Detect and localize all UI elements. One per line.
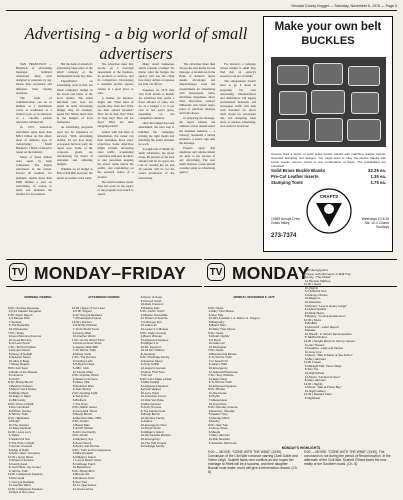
buckle-image bbox=[279, 91, 307, 115]
listing-column-evening bbox=[140, 289, 202, 494]
price-label: Pre-Cut Leather Inserts bbox=[271, 173, 319, 179]
article-paragraph: Expenses for 1976 may vary from month to month. An advertiser may prefer a fixed amount of sales, and set as a budget 3 to 6 per cent of last year's gross, depending on the competitive situation. bbox=[138, 87, 175, 121]
logo-text: CRAFTS bbox=[319, 194, 339, 199]
tv-logo-icon: TV bbox=[207, 263, 225, 281]
ad-copy bbox=[271, 152, 386, 185]
buckle-image bbox=[313, 63, 343, 85]
tv-logo-icon: TV bbox=[9, 263, 27, 281]
logo-eye bbox=[324, 204, 334, 214]
buckle-image bbox=[351, 92, 379, 114]
crafts-logo bbox=[304, 187, 354, 235]
article-column bbox=[220, 62, 256, 262]
ad-description: Choose from a styles of solid brass buckle blanks with matching leather inserts. Assorted stamping tool designs. You might want to inlay the buckle blanks with exotic woods, stones, resins or any combination of these. The possibilities are unlimited! bbox=[271, 152, 386, 169]
ad-headline: Make your own belt bbox=[274, 21, 382, 33]
listing-column-morning bbox=[8, 289, 68, 494]
article-paragraph: A retailer, for instance, might ask: What kind of people shop from me? What are their annual incomes? How far do they live? What do they buy? How old are they? What are their shopping habits? bbox=[97, 95, 134, 129]
article-paragraph: As advertising programs need not be expensive to succeed. 'With advertising dollars, it's not how many you spend, but how well,' the report says. Some of the corporate giants are reevaluating the brand of strategies and adjusting budgets. bbox=[56, 125, 93, 167]
article-paragraph: In 1975, American advertisers spent more than $28.3 billion on this effort, most of America says in 'Advertising: Small Business,' a Bank of America report on the industry. bbox=[16, 125, 52, 154]
article-paragraph: The advertiser must first decide on a thorough assessment of the business, its products or services, and its competitors. Developing a customer profile, experts advise, is a good place to start. bbox=[97, 62, 134, 95]
ad-brand: BUCKLES bbox=[301, 34, 355, 47]
article-column bbox=[16, 62, 52, 262]
listing-column-afternoon bbox=[72, 289, 136, 494]
highlight-text: 9:00 — MOVIE: "GONE WITH THE WIND" (1939). Conclusion of the Civil War romance starring Clark Gable and Vivien Leigh. Scarlett faces new conflicts as she hopes her marriage to Rhett will be a success, and their daughter Bonnie must make, and it will give a tremendous reward. (Ch. 8) bbox=[208, 450, 298, 474]
article-paragraph: A rough rule of thumb for small advertisers, the report states, 80 percent of the total amount will be for space; the cost of creating the ad, and 20 percent will be for the actual production of the advertising. bbox=[138, 146, 175, 180]
buckle-image bbox=[347, 119, 381, 141]
buckles-advertisement bbox=[263, 16, 393, 252]
article-paragraph: But the bulk of America's advertising takes place at the small company or the businessman in the big cities. bbox=[56, 62, 93, 79]
article-body bbox=[16, 62, 256, 262]
listing-column-late-night bbox=[304, 262, 396, 444]
listing-text: 6:00 ▪ News 3-Mary Tyler Moore 6-Star Trek 10-NFL Football: L.A. Rams vs. Oregon 9-Biography 6-Bionic Man 10-Mary Tyler Moore 6:30 ▪ News 6-Dinah: Nightly 5-5 Bond 10-Adam-12 10-Moviegoer 7:00 ▪ News 3-Bicentennial Minute 6-To Tell the Truth 7-In Search Of 5-Joker's Wild 10-Emergency 12-National Playhouse 7:30 ▪ Tony Orlando 3-Happy Days 6-To Tell the Truth 8-Hollywood Squares 8:00 ▪ Rhoda 3-Little House 6-Phyllis 7-Masterpiece 10-Front Row 8:30 ▪ Monday Cinema 3-Evening - Monday 5-Dasher Tony 6-Monday Mitch 9-Rocky 9:00 ▪ Star Trek 3-Chevy Show 6-Maude 7-Mary Hartman 10-Bob Newhart 5-Saturday Night Live bbox=[208, 305, 260, 444]
article-paragraph: The advertiser must then choose the best media for the message. A breakdown in the Bank of America report details advantages and disadvantages, costs and requirements for advertising with newspapers, radio, television, magazines, direct mail, directories, outdoor billboards and transit signs, point of purchase displays and trade shows. bbox=[179, 62, 216, 116]
article-headline: Advertising - a big world of small advertisers bbox=[24, 24, 248, 63]
article-paragraph: The small business owner then has work on the aspect of the program: how much to spend. bbox=[97, 179, 134, 196]
article-column bbox=[98, 62, 134, 262]
folio-rule bbox=[6, 10, 397, 11]
price-label: Solid Brass Buckle Blanks bbox=[271, 168, 326, 174]
listing-text: 6:00 ▪ Sunrise Semester 3-6-12 Captain Kangaroo 6:30 ▪ Farm Report 2-3 Ranger Rick 7-Sunrise 8-The Bulwinkle 10-Christopher 7:00 ▪ Today 3-Good Morning America 10-Good Morning 6-12 Leon Knott 7:30 ▪ Tell Kid Kiddies 4-Romper Room 8-Davey & Goliath 9-Sesame Street 10-Alice & Bugs 7-Mister Rogers 8:00 ▪ Hot Seat 3-Battle of the Planets 6-Cartoons 5-Clutch 8:30 ▪ Brady Bunch 3-Batman Cartoon 6-Mayor Cat & Ducky 5-Midday Mess 10-Edge of Night 11-Bill Cosby 9:00 ▪ Price is Right 3-Rex Humbard 6-Kitchen Hockey 8-Tell the Truth 9:30 ▪ Tattletales 3-Dinah! 10-The Hunters 12-Mary Hartman 10:00 ▪ Love Lucy 4-Today 5-Sanford & Son 6-The Price is Right 7-Corner Crosswit 8-Edge of Night 9-Zoom, Elec. Company 10:30 ▪ Gong Show 3-Wheel of Fortune 6-Family Feud 8-Youth Best, Jay Center 9-Tell the Truth 11:00 ▪ Hollywood Squares 3-Pat Canal 7-Young & Restless 11-Gamble Ward 11:30 ▪ Hollywood Squares 3-Days of Our Lives bbox=[8, 305, 43, 494]
article-paragraph: In preparing the message, the report advises, the business owner should select the intended audience — a brewery represents a strong audience, a transit sign tells the message. bbox=[179, 116, 216, 145]
buckle-image bbox=[311, 90, 345, 114]
listing-text: 4-10 Hieroglyphics 6-Hyper at Performance of Mall Trap 5-Lucy: "The Chase" 12-Monster Matinee 10:00 ▪ News 10-(Night) 5-4-5-Bell H Gun 6-Grampy Choice 12-Magnum 10-Detective 5-Movies: "Love is Heavy Cargo" 6-Hybrid Starlets 10-Meta Tavira 5-Beauty: "Cock-a-Doodle-Doo" 10:30 ▪ News 3-Bedlam 6-Moncrieff - Labor Report 8-Estate 10-Sheriff - In School Decomposition 5-Tabitha Dinkum 11:00 ▪ Tonight Show w/ Johnny Carson 3-Latin Theatre 6-Deadline - Lady and Vanted 10-Gray Line 3-Movie: "Ran & Saber at Tea & Run" 6-Mary Hartman 11:30 ▪ News 6-Midnight Talk: Twin's Ways 5-Tom Tim 10-Night Movie 12-Movie: "Hunted at Noon" 8-Mary Hartman 12:00 ▪ Nightly 3-Movie: "Had at Police Bay" 10-Night Gallery 12:30 ▪ Nevada Joker 6-Nightbeat bbox=[304, 268, 355, 400]
article-paragraph: For instance, a company whose budget is small may find that an agency's resources are not available. bbox=[220, 62, 256, 79]
price-row bbox=[271, 180, 386, 186]
tv-section-title: MONDAY bbox=[232, 263, 310, 283]
highlights-title: MONDAY'S HIGHLIGHTS bbox=[281, 446, 321, 450]
buckle-image bbox=[348, 66, 380, 86]
article-paragraph: Experts agree that repetition and reinforcement are keys to the success of any advertising. The new small business owner should consider using an advertising agency. bbox=[179, 145, 216, 175]
buckle-image bbox=[315, 118, 343, 142]
price-value: 1.75 ea. bbox=[370, 179, 386, 185]
listing-text: 12:00 ▪ Days of Our Lives 3-5 Mr. Rogers 6-12 Young & Restless 7-10 Newlywed Game 12:30 ▪ Doctors 3-8 All My Children 7-10 As World Turns 6-Family Affair 10-Another World 1:00 ▪ As the World Turns 3-Roomed Hour Show 6-Jeanne Wait With 7-10 Tell the Truth 8-Monte Carlo 1:30 ▪ The Doctors 3-Guiding Light 5-8-Ryan's Hope 6-ABC, Club 10-Family Affair 2:00 ▪ Another World 3-Wheel of Fortune 5-Nitero Villa 8-Rockford Files 9-Joan Spring 2:30 ▪ Guiding Light 3-Ted & Don 6-Brothers 7-The Days 3:00 ▪ Match Game 3-Gene Kell, Show 6-Brady Bunch 8-Merchant Man, PBS 3:30 ▪ Dinah! 3-Bionic Man 6-All Mr. Mother 8-All in the Family 4:00 ▪ Dinah 3-Mayberry Sys 6-Zoom Doors 8-Rocky and Friends 4:30 ▪ Truth and Consequence 3-Mike Douglas 6-Gilligan's Island 7-Lucy & Beach Show 8-Cabbage Patch 10-Bewitched 5:00 ▪ Brady Brch 3-Bicycle Sis 6-Petticoat Jnctn 8-Star Trek 10-Lo Viva Santos 12-Green Acres bbox=[72, 305, 112, 491]
article-paragraph: Armed with this kind of information, the owner can then formulate more exact objectives. Some objectives might include increasing store traffic, acquainting customers with new products or new personnel, keeping the store's name before the public, and capitalizing on the seasonal nature of a product. bbox=[97, 129, 134, 179]
price-value: 1.35 ea. bbox=[370, 173, 386, 179]
monday-highlights bbox=[208, 446, 394, 474]
newspaper-page bbox=[6, 4, 397, 496]
article-paragraph: Many small businesses which consider a budget. No matter what the budget, the agency will ask the client how many dollars of expense the firm can afford. bbox=[138, 62, 175, 87]
article-paragraph: SAN FRANCISCO — Hundreds of advertising messages bombard Americans daily, each designed to penetrate by any means their awareness and influence their buying decisions. bbox=[16, 62, 52, 95]
ad-address: 10989 Aerojet Drive Grass Valley bbox=[271, 217, 300, 225]
price-label: Stamping Tools bbox=[271, 179, 303, 185]
listing-heading: MONDAY, NOVEMBER 8, 1976 bbox=[233, 295, 275, 300]
article-column bbox=[138, 62, 174, 262]
article-paragraph: The form of communication can be as humble as a matchbook cover, as traditional as a barber's pole, or as elaborate as a colorful, packed television commercial. bbox=[16, 95, 52, 125]
buckle-image bbox=[277, 65, 309, 85]
listing-text: 6-Room of Hope 5-Kid and Smith 10-Dark Crescent 5-Raising Kids 5:30 ▪ Ouch! Ouch! 3-Mission Impossible 6-I Dream of Jeannie 7-6-Romper Rm 10-Adam-12 12-Leave It to Beaver 6:00 ▪ Daily Comedy 3-Bionic Woman 6-Hollywood Squares 8-Gilligan's Is. 10-Mr. Hyperion 10-All My Children 8-Jeopardy 6:30 ▪ Partridge Family 3-Sesame Street 6-Andy Griffith 12-Hogan's Heroes 3-Name That Tune 7-Mr. Ed 8:30 ▪ Let's Make a Deal 3-Mike Nesbitt 6-Hollywood Squares 8-Frank Vanhut 10-Lucy Show 10-American Forum 12-Dick Van Dyke 3-Mike Gardner 5-Andy Thomas 6-The Family Feud 5-Brady Bunch 12-Monday Family 6-Adams 10-Emergency One! 12-Dinah Show 6-Gilligan's Island 10-My Favorite Martian 10-Emergency! 10-The Odd Couple 6-Partridge Family bbox=[140, 295, 172, 449]
buckles-photo bbox=[271, 57, 386, 147]
article-paragraph: Once the budget has been determined, the next step is building the campaign, picking the right media and matching the dollar amounts for each. bbox=[138, 121, 175, 146]
listing-column-monday bbox=[208, 289, 300, 444]
article-column bbox=[179, 62, 215, 262]
ad-hours: Weekdays 10-5:30 Sat. 10-4 Closed Sundays bbox=[361, 217, 389, 229]
article-paragraph: Expenditures on advertising, such as this, are small company's budget in the broad and better of the local retailer. The small merchant who does not spend on radio advertising budget, may, for example, spend $12 billion more than in the budgets of local businesses. bbox=[56, 79, 93, 125]
tv-section-title: MONDAY–FRIDAY bbox=[34, 263, 187, 283]
buckle-image bbox=[276, 119, 310, 141]
listing-heading: MORNING VIEWING bbox=[24, 295, 52, 300]
article-paragraph: The entrepreneur doesn't have to go it alone in preparing his own advertising. Manufacturers and distributors will supply promotional materials and newspaper staffs will help with literature for direct mail, layout for newspaper ads, and designing trade show or outdoor advertising, and cards for broadcast. bbox=[220, 79, 256, 129]
tv-header-weekdays bbox=[6, 259, 202, 287]
article-paragraph: Whether an ad budget is $50 or $50,000, however, the initial procedure is the same. bbox=[56, 167, 93, 180]
page-folio: Nevada County Nugget — Saturday, November 6, 1976 — Page 3 bbox=[291, 4, 397, 8]
article-column bbox=[57, 62, 93, 262]
article-paragraph: Many of those dollars were spent by large companies. The largest advertisers in the nation, Procter & Gamble, for example, spends more than $300 million a year on advertising, of course, to build and maintain the markets for its products. bbox=[16, 155, 52, 196]
highlight-text: 9:00 — MOVIE: "GONE WITH THE WIND" (1939). The conclusion is not during the period of Reconstruction. In the aftermath of the Civil War, Scarlett O'Hara faces the new reality of her Southern world. (Ch. 5) bbox=[304, 450, 391, 466]
price-value: $2.35 ea. bbox=[368, 168, 386, 174]
ad-phone: 273-7374 bbox=[271, 233, 297, 239]
listing-heading: AFTERNOON VIEWING bbox=[88, 295, 120, 300]
